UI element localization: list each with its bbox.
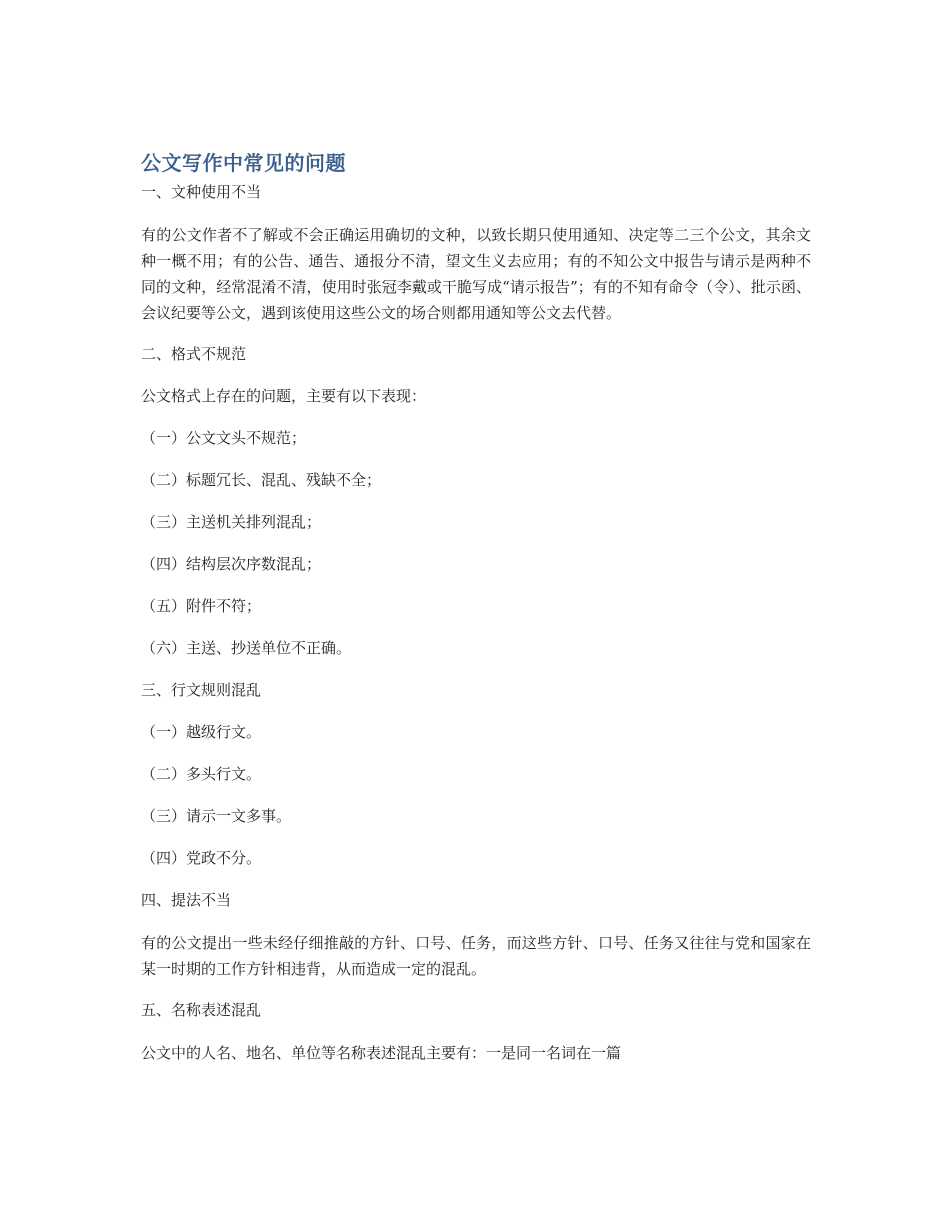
document-title: 公文写作中常见的问题 xyxy=(141,151,346,175)
list-item: （六）主送、抄送单位不正确。 xyxy=(141,639,352,657)
section-1-paragraph: 有的公文作者不了解或不会正确运用确切的文种，以致长期只使用通知、决定等二三个公文，其余文种一概不用；有的公告、通告、通报分不清，望文生义去应用；有的不知公文中报告与请示是两种不同的文种，经常混淆不清，使用时张冠李戴或干脆写成“请示报告”；有的不知有命令（令）、批示函、会议纪要等公文，遇到该使用这些公文的场合则都用通知等公文去代替。 xyxy=(141,226,811,322)
list-item: （二）标题冗长、混乱、残缺不全； xyxy=(141,471,382,489)
section-5-paragraph: 公文中的人名、地名、单位等名称表述混乱主要有：一是同一名词在一篇 xyxy=(141,1044,622,1062)
section-1-heading: 一、文种使用不当 xyxy=(141,183,262,201)
list-item: （四）党政不分。 xyxy=(141,849,262,867)
list-item: （一）越级行文。 xyxy=(141,723,262,741)
section-5-heading: 五、名称表述混乱 xyxy=(141,1001,262,1019)
section-4-heading: 四、提法不当 xyxy=(141,891,232,909)
section-2-intro: 公文格式上存在的问题，主要有以下表现： xyxy=(141,387,427,405)
section-2-heading: 二、格式不规范 xyxy=(141,345,247,363)
section-3-heading: 三、行文规则混乱 xyxy=(141,681,262,699)
list-item: （三）请示一文多事。 xyxy=(141,807,292,825)
list-item: （一）公文文头不规范； xyxy=(141,429,307,447)
list-item: （三）主送机关排列混乱； xyxy=(141,513,322,531)
list-item: （二）多头行文。 xyxy=(141,765,262,783)
section-4-paragraph: 有的公文提出一些未经仔细推敲的方针、口号、任务，而这些方针、口号、任务又往往与党和国家在某一时期的工作方针相违背，从而造成一定的混乱。 xyxy=(141,934,811,978)
list-item: （四）结构层次序数混乱； xyxy=(141,555,322,573)
document-page xyxy=(141,148,811,1082)
list-item: （五）附件不符； xyxy=(141,597,262,615)
